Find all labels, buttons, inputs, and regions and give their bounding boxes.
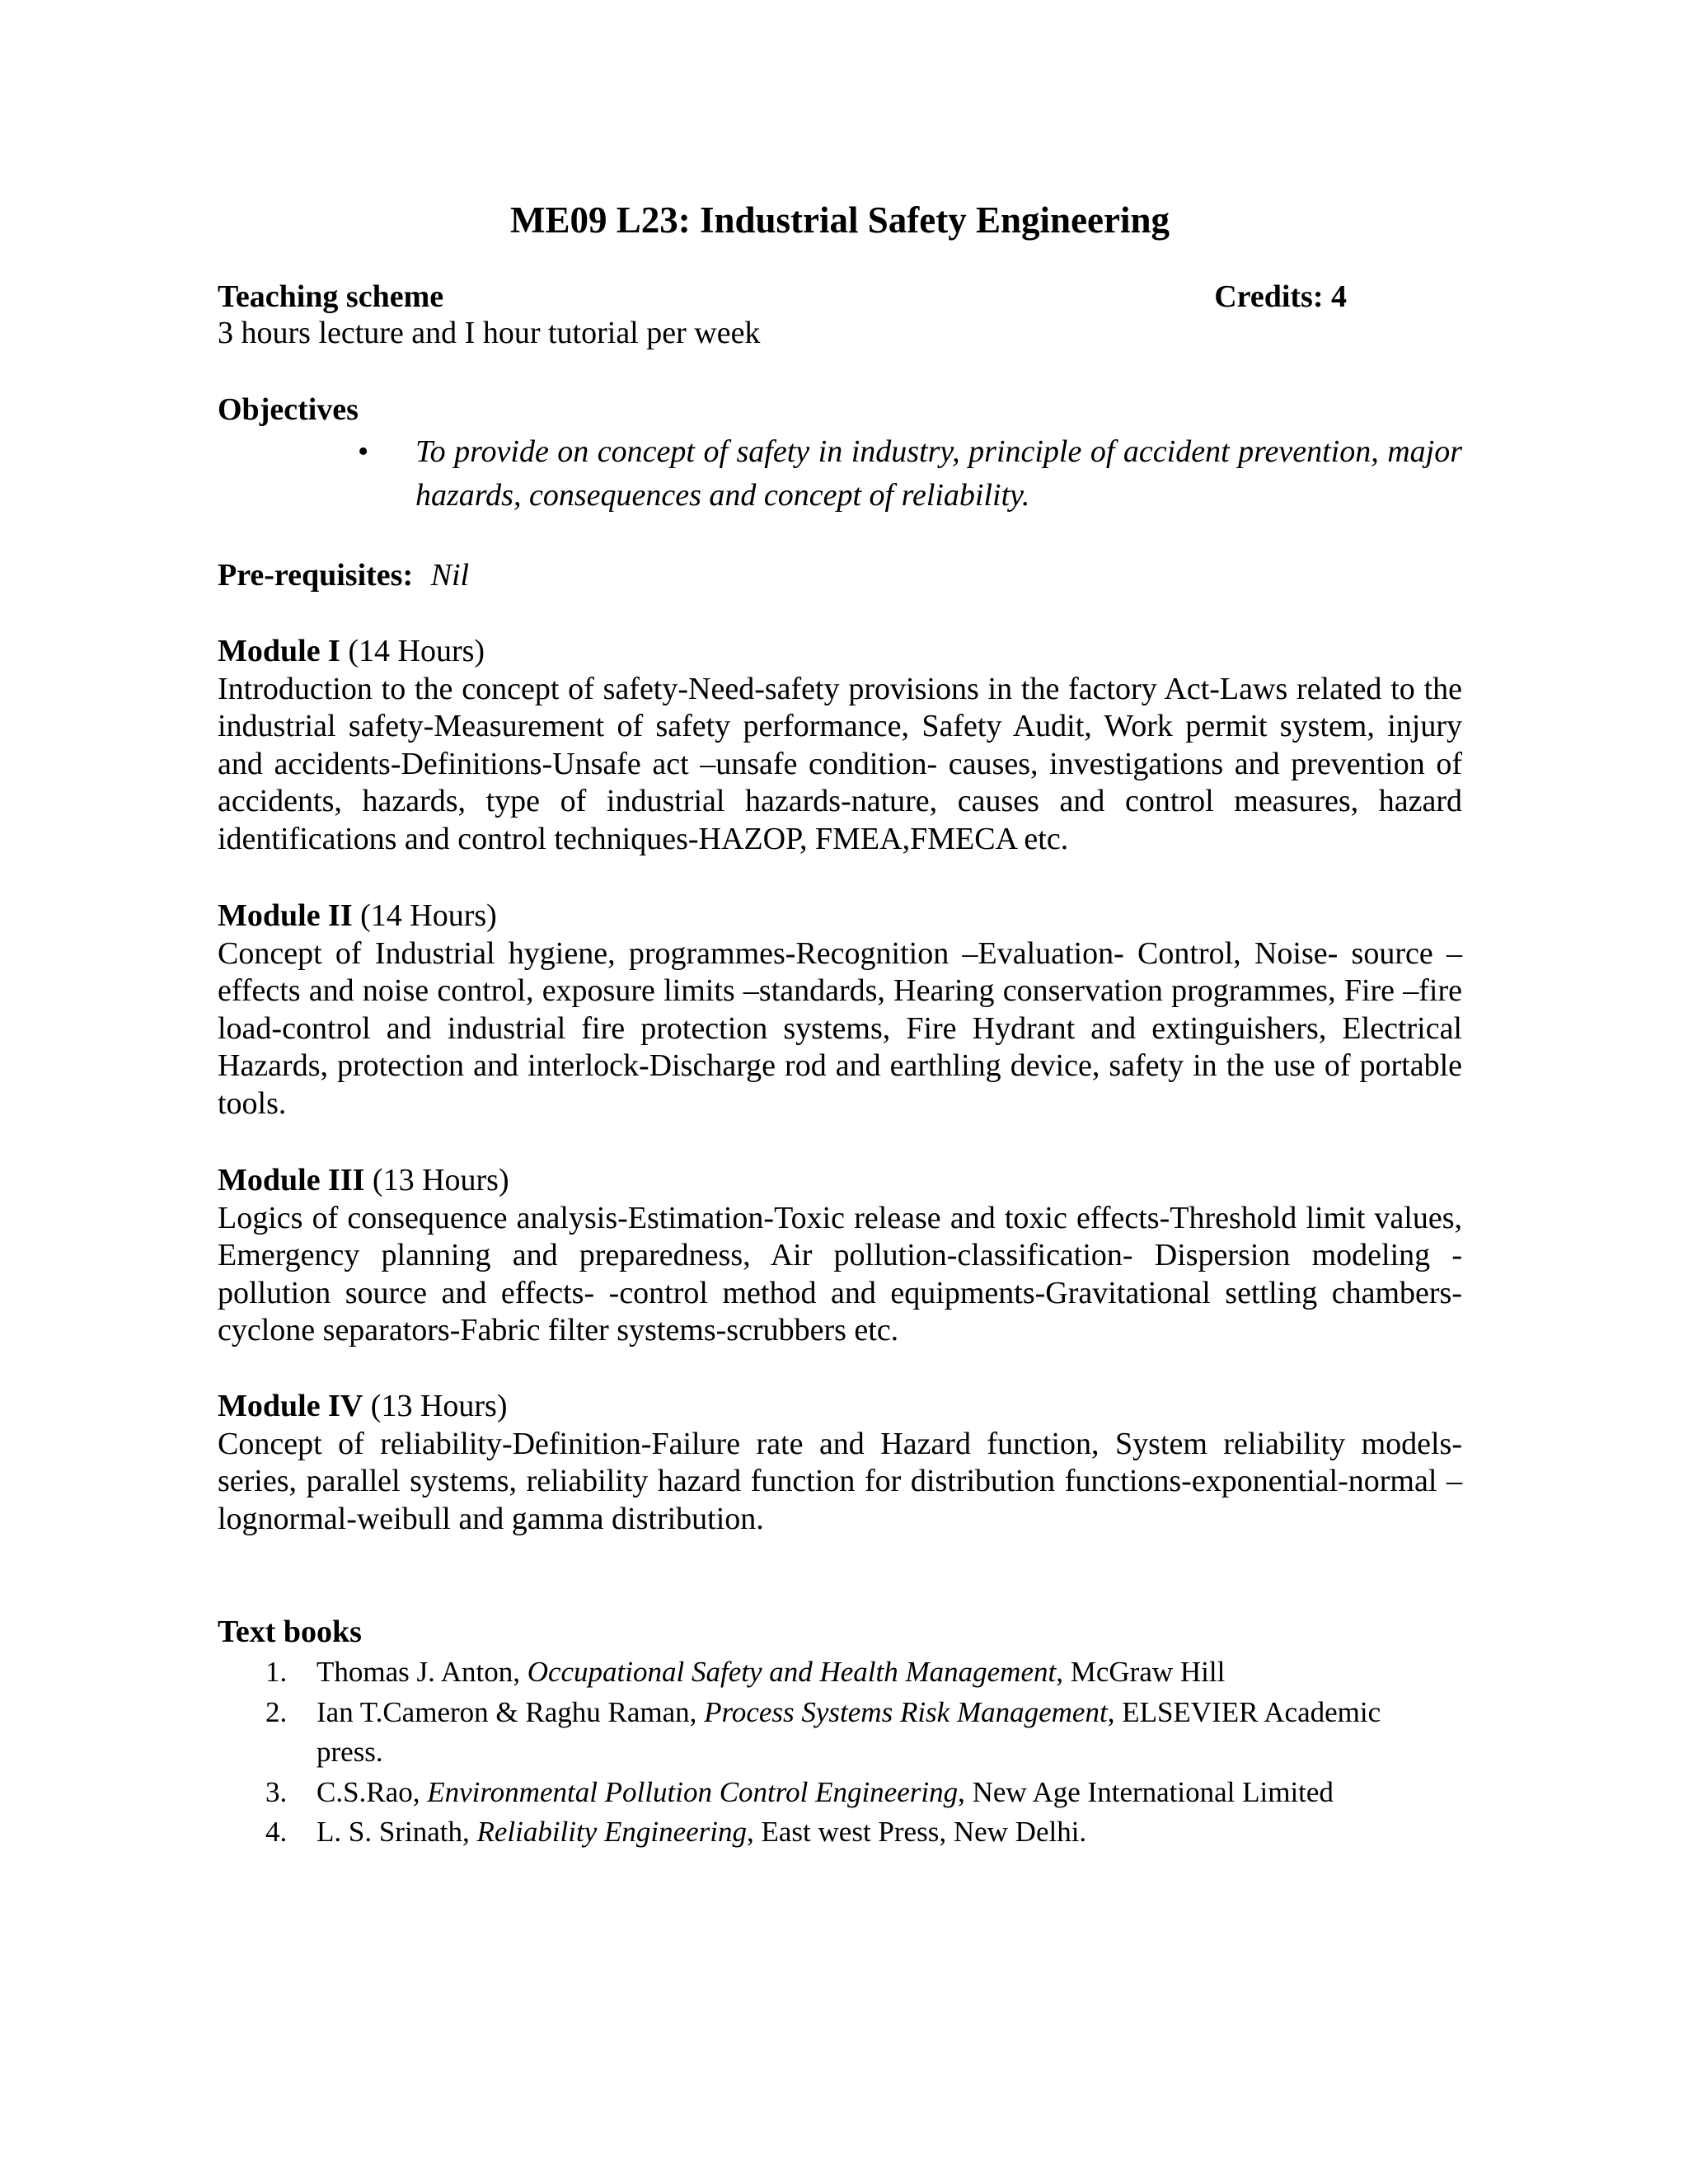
module-3-hours: (13 Hours) (372, 1163, 509, 1197)
teaching-scheme-section (218, 279, 1462, 353)
module-2-title: Module II (218, 898, 353, 933)
textbook-author: Ian T.Cameron & Raghu Raman, (316, 1695, 705, 1728)
module-3-section (218, 1162, 1462, 1350)
module-1-text: Introduction to the concept of safety-Need-safety provisions in the factory Act-Laws related to the industrial safety-Measurement of safety performance, Safety Audit, Work permit system, injury and accidents-Definitions-Unsafe act –unsafe condition- causes, investigations and prevention of accidents, hazards, type of industrial hazards-nature, causes and control measures, hazard identifications and control techniques-HAZOP, FMEA,FMECA etc. (218, 671, 1462, 856)
prerequisites-value: Nil (430, 558, 470, 593)
page-title: ME09 L23: Industrial Safety Engineering (509, 199, 1170, 241)
textbook-title: Occupational Safety and Health Management (527, 1656, 1057, 1688)
module-4-section (218, 1388, 1462, 1538)
textbook-author: Thomas J. Anton, (316, 1656, 528, 1688)
module-2-section (218, 898, 1462, 1122)
teaching-scheme-text: 3 hours lecture and I hour tutorial per week (218, 316, 761, 350)
textbooks-list (218, 1652, 1462, 1853)
module-3-title: Module III (218, 1163, 365, 1197)
prerequisites-section (218, 557, 1462, 595)
textbook-title: Process Systems Risk Management (704, 1695, 1108, 1728)
textbook-number: 2. (265, 1695, 288, 1728)
module-1-title: Module I (218, 634, 340, 668)
teaching-scheme-heading: Teaching scheme (218, 279, 444, 314)
bullet-icon: • (358, 434, 369, 469)
textbook-item (218, 1773, 1462, 1813)
textbook-publisher: , McGraw Hill (1056, 1656, 1226, 1688)
textbook-publisher: , East west Press, New Delhi. (747, 1816, 1087, 1848)
textbook-item (218, 1652, 1462, 1693)
objectives-heading: Objectives (218, 392, 359, 427)
objectives-section (218, 391, 1462, 428)
textbook-author: L. S. Srinath, (316, 1816, 477, 1848)
textbook-title: Reliability Engineering (476, 1816, 748, 1848)
objective-text: To provide on concept of safety in industry, principle of accident prevention, major hazards, consequences and concept of reliability. (415, 434, 1462, 513)
textbook-item (218, 1812, 1462, 1853)
prerequisites-heading: Pre-requisites: (218, 558, 414, 593)
module-2-hours: (14 Hours) (360, 898, 497, 933)
textbook-number: 4. (265, 1816, 288, 1848)
module-3-text: Logics of consequence analysis-Estimation-Toxic release and toxic effects-Threshold limit values, Emergency planning and preparedness, Air pollution-classification- Dispersion modeling -pollution source and effects- -control method and equipments-Gravitational settling chambers-cyclone separators-Fabric filter systems-scrubbers etc. (218, 1200, 1462, 1347)
module-2-text: Concept of Industrial hygiene, programmes-Recognition –Evaluation- Control, Noise- source –effects and noise control, exposure limits –standards, Hearing conservation programmes, Fire –fire load-control and industrial fire protection systems, Fire Hydrant and extinguishers, Electrical Hazards, protection and interlock-Discharge rod and earthling device, safety in the use of portable tools. (218, 935, 1462, 1121)
textbook-number: 3. (265, 1775, 288, 1808)
module-4-text: Concept of reliability-Definition-Failure rate and Hazard function, System reliability models-series, parallel systems, reliability hazard function for distribution functions-exponential-normal –lognormal-weibull and gamma distribution. (218, 1426, 1462, 1536)
textbooks-section (218, 1614, 1462, 1652)
textbooks-heading: Text books (218, 1615, 362, 1649)
module-4-title: Module IV (218, 1389, 363, 1423)
textbook-title: Environmental Pollution Control Engineering (427, 1775, 959, 1808)
module-1-hours: (14 Hours) (348, 634, 485, 668)
module-1-section (218, 633, 1462, 858)
textbook-item (218, 1693, 1462, 1773)
textbook-publisher: , ELSEVIER Academic press. (316, 1695, 1381, 1768)
textbook-publisher: , New Age International Limited (958, 1775, 1334, 1808)
textbook-author: C.S.Rao, (316, 1775, 428, 1808)
credits-label: Credits: 4 (1214, 279, 1347, 314)
module-4-hours: (13 Hours) (370, 1389, 508, 1423)
textbook-number: 1. (265, 1656, 288, 1688)
